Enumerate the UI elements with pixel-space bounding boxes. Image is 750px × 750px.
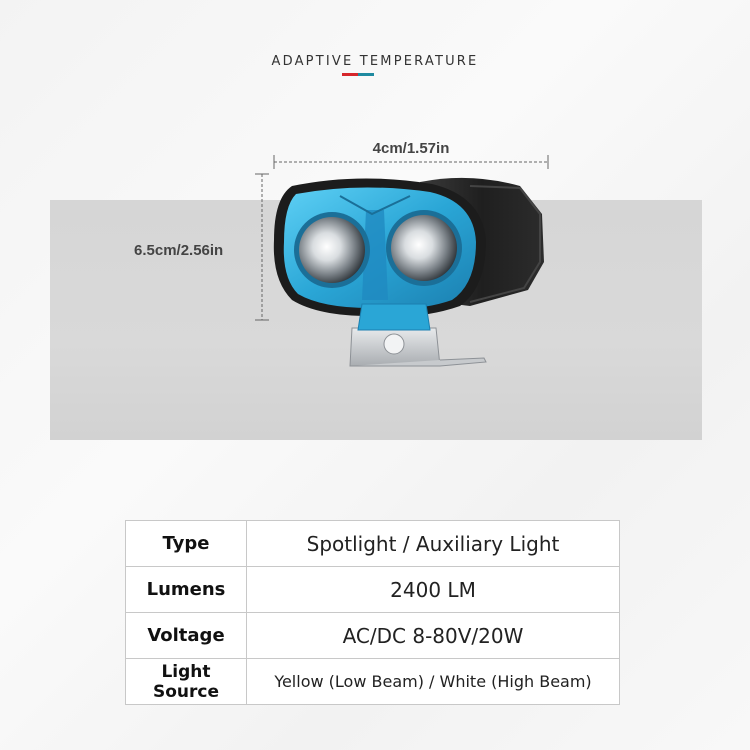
spec-key: Lumens	[126, 567, 247, 613]
spec-key: Type	[126, 521, 247, 567]
table-row	[126, 521, 620, 567]
mount-bracket	[350, 328, 486, 366]
spec-value: AC/DC 8-80V/20W	[247, 613, 620, 659]
spec-key: Light Source	[126, 659, 247, 705]
spec-key: Voltage	[126, 613, 247, 659]
table-row	[126, 613, 620, 659]
left-lens-icon	[294, 212, 370, 288]
height-dimension-label: 6.5cm/2.56in	[134, 242, 224, 259]
spec-value: Spotlight / Auxiliary Light	[247, 521, 620, 567]
width-dimension-label: 4cm/1.57in	[372, 140, 450, 157]
table-row	[126, 567, 620, 613]
spec-table	[125, 520, 620, 705]
spec-value: Yellow (Low Beam) / White (High Beam)	[247, 659, 620, 705]
spec-value: 2400 LM	[247, 567, 620, 613]
page-heading: ADAPTIVE TEMPERATURE	[271, 54, 479, 69]
table-row	[126, 659, 620, 705]
right-lens-icon	[386, 210, 462, 286]
